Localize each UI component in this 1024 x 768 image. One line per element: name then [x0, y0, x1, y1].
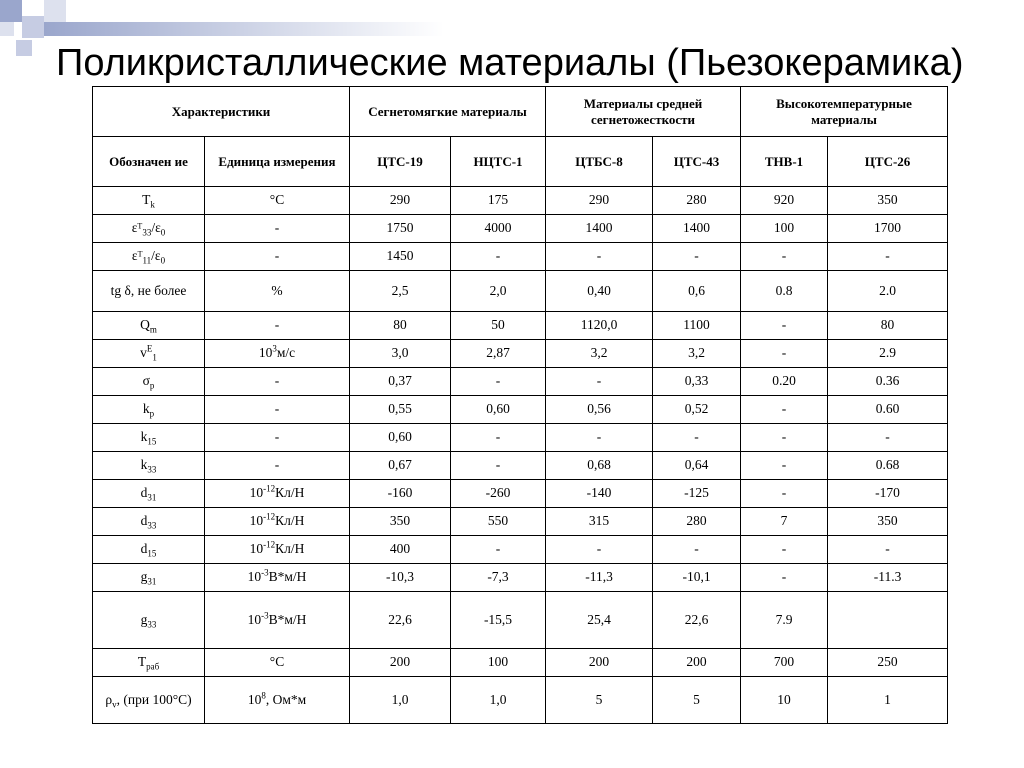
row-unit: -	[205, 452, 350, 480]
table-cell: 0.60	[828, 396, 948, 424]
table-cell: -11,3	[546, 564, 653, 592]
table-cell: 200	[546, 649, 653, 677]
top-gradient-bar	[44, 22, 444, 36]
table-cell: 100	[741, 215, 828, 243]
row-unit: °C	[205, 649, 350, 677]
row-symbol: $T_{раб}$	[93, 649, 205, 677]
row-unit: -	[205, 312, 350, 340]
header-material: ТНВ-1	[741, 137, 828, 187]
row-unit: $10^8$, Ом*м	[205, 677, 350, 724]
table-cell: 2.9	[828, 340, 948, 368]
table-cell: -	[546, 536, 653, 564]
row-unit: -	[205, 215, 350, 243]
table-cell: -	[741, 536, 828, 564]
table-cell: 0,52	[653, 396, 741, 424]
row-unit: -	[205, 396, 350, 424]
row-symbol: $g_{31}$	[93, 564, 205, 592]
table-cell: 1,0	[451, 677, 546, 724]
table-cell: -10,1	[653, 564, 741, 592]
table-cell: -	[451, 368, 546, 396]
table-cell: 200	[653, 649, 741, 677]
table-cell: 280	[653, 187, 741, 215]
header-material: ЦТС-43	[653, 137, 741, 187]
table-cell: -	[828, 424, 948, 452]
row-symbol: $\varepsilon ᵀ_{33}/\varepsilon_0$	[93, 215, 205, 243]
table-cell: 3,2	[546, 340, 653, 368]
table-cell: 1400	[546, 215, 653, 243]
table-cell: 0.68	[828, 452, 948, 480]
row-symbol: $d_{15}$	[93, 536, 205, 564]
table-cell: 200	[350, 649, 451, 677]
table-cell: 2,87	[451, 340, 546, 368]
table-row	[93, 340, 948, 368]
table-cell: 0.20	[741, 368, 828, 396]
group-medium: Материалы средней сегнетожесткости	[546, 87, 741, 137]
table-cell: 350	[350, 508, 451, 536]
table-row	[93, 592, 948, 649]
table-cell: 7.9	[741, 592, 828, 649]
row-unit: $10^{-12}Кл/Н$	[205, 480, 350, 508]
table-cell: 0,37	[350, 368, 451, 396]
corner-square-2	[22, 16, 44, 38]
corner-square-4	[16, 40, 32, 56]
row-symbol: $\sigma_p$	[93, 368, 205, 396]
row-symbol: $v^E_1$	[93, 340, 205, 368]
table-cell: 0,60	[350, 424, 451, 452]
row-unit: °C	[205, 187, 350, 215]
group-hightemp: Высокотемпературные материалы	[741, 87, 948, 137]
table-cell: 0.8	[741, 271, 828, 312]
table-cell: 175	[451, 187, 546, 215]
table-cell: 3,0	[350, 340, 451, 368]
table-cell: 350	[828, 187, 948, 215]
header-designation: Обозначен ие	[93, 137, 205, 187]
table-cell: 0,60	[451, 396, 546, 424]
table-cell: 1700	[828, 215, 948, 243]
table-cell: -	[451, 536, 546, 564]
table-cell: -170	[828, 480, 948, 508]
table-cell: 0,56	[546, 396, 653, 424]
row-unit: $10^{-12}Кл/Н$	[205, 508, 350, 536]
table-row	[93, 368, 948, 396]
corner-square-1	[0, 0, 22, 22]
table-cell: 280	[653, 508, 741, 536]
table-cell: -	[653, 424, 741, 452]
corner-square-3	[44, 0, 66, 22]
table-cell: 1,0	[350, 677, 451, 724]
table-cell: -125	[653, 480, 741, 508]
table-cell: 50	[451, 312, 546, 340]
row-symbol: $\rho_v$, (при 100°C)	[93, 677, 205, 724]
table-cell: 0,67	[350, 452, 451, 480]
table-cell: 4000	[451, 215, 546, 243]
table-cell: -	[741, 480, 828, 508]
table-cell: -	[653, 536, 741, 564]
table-cell: -260	[451, 480, 546, 508]
table-cell: -	[653, 243, 741, 271]
group-soft: Сегнетомягкие материалы	[350, 87, 546, 137]
table-cell: 250	[828, 649, 948, 677]
table-cell: -	[741, 564, 828, 592]
row-symbol: tg δ, не более	[93, 271, 205, 312]
table-cell: -10,3	[350, 564, 451, 592]
table-cell: 0,68	[546, 452, 653, 480]
table-row	[93, 424, 948, 452]
table-cell: -	[546, 424, 653, 452]
table-cell: 80	[828, 312, 948, 340]
header-material: ЦТБС-8	[546, 137, 653, 187]
header-material: ЦТС-26	[828, 137, 948, 187]
row-unit: -	[205, 424, 350, 452]
table-cell: -	[741, 243, 828, 271]
header-unit: Единица измерения	[205, 137, 350, 187]
table-cell: 5	[546, 677, 653, 724]
table-cell: -160	[350, 480, 451, 508]
row-unit: $10^3м/с$	[205, 340, 350, 368]
row-symbol: $k_{33}$	[93, 452, 205, 480]
row-symbol: $\varepsilon ᵀ_{11}/\varepsilon_0$	[93, 243, 205, 271]
row-symbol: $d_{33}$	[93, 508, 205, 536]
table-cell: -	[741, 396, 828, 424]
table-cell: 315	[546, 508, 653, 536]
table-cell: 2.0	[828, 271, 948, 312]
row-unit: %	[205, 271, 350, 312]
table-cell: 400	[350, 536, 451, 564]
table-cell: -	[546, 368, 653, 396]
table-cell: 550	[451, 508, 546, 536]
table-cell: 2,5	[350, 271, 451, 312]
page-title: Поликристаллические материалы (Пьезокерамика)	[56, 42, 964, 84]
table-row	[93, 452, 948, 480]
table-cell: 1100	[653, 312, 741, 340]
table-cell: -	[741, 424, 828, 452]
table-cell: 700	[741, 649, 828, 677]
table-cell: -	[451, 452, 546, 480]
table-cell: 22,6	[653, 592, 741, 649]
row-symbol: $k_p$	[93, 396, 205, 424]
table-cell: 5	[653, 677, 741, 724]
row-unit: $10^{-3}В*м/Н$	[205, 592, 350, 649]
table-cell: 10	[741, 677, 828, 724]
table-cell: -	[741, 312, 828, 340]
table-cell: -140	[546, 480, 653, 508]
table-row	[93, 480, 948, 508]
group-header-row	[93, 87, 948, 137]
row-symbol: $T_k$	[93, 187, 205, 215]
table-row	[93, 649, 948, 677]
table-cell: 1120,0	[546, 312, 653, 340]
row-unit: -	[205, 368, 350, 396]
piezoceramics-table	[92, 86, 948, 724]
table-cell: 1400	[653, 215, 741, 243]
table-cell: 80	[350, 312, 451, 340]
table-cell: 0,40	[546, 271, 653, 312]
table-row	[93, 508, 948, 536]
table-cell: -	[451, 424, 546, 452]
table-cell: 1450	[350, 243, 451, 271]
table-row	[93, 536, 948, 564]
table-cell: 0.36	[828, 368, 948, 396]
table-cell: 100	[451, 649, 546, 677]
table-cell: 920	[741, 187, 828, 215]
table-row	[93, 564, 948, 592]
table-cell: 350	[828, 508, 948, 536]
table-cell: -	[828, 243, 948, 271]
row-symbol: $k_{15}$	[93, 424, 205, 452]
row-unit: -	[205, 243, 350, 271]
table-cell: -15,5	[451, 592, 546, 649]
table-cell: -11.3	[828, 564, 948, 592]
table-row	[93, 677, 948, 724]
table-cell: 25,4	[546, 592, 653, 649]
table-row	[93, 187, 948, 215]
header-material: ЦТС-19	[350, 137, 451, 187]
table-cell: 7	[741, 508, 828, 536]
table-cell: 290	[350, 187, 451, 215]
table-cell: 0,64	[653, 452, 741, 480]
row-unit: $10^{-3}В*м/Н$	[205, 564, 350, 592]
row-symbol: $Q_m$	[93, 312, 205, 340]
column-header-row	[93, 137, 948, 187]
table-cell: 0,33	[653, 368, 741, 396]
table-cell: -	[546, 243, 653, 271]
table-cell: 3,2	[653, 340, 741, 368]
table-cell: 0,6	[653, 271, 741, 312]
header-material: НЦТС-1	[451, 137, 546, 187]
table-cell: 22,6	[350, 592, 451, 649]
corner-square-5	[0, 22, 14, 36]
table-cell: 2,0	[451, 271, 546, 312]
table-row	[93, 312, 948, 340]
row-unit: $10^{-12}Кл/Н$	[205, 536, 350, 564]
table-cell: 1	[828, 677, 948, 724]
table-row	[93, 271, 948, 312]
table-cell: -	[741, 340, 828, 368]
table-row	[93, 215, 948, 243]
table-cell	[828, 592, 948, 649]
table-cell: 290	[546, 187, 653, 215]
table-cell: 1750	[350, 215, 451, 243]
table-cell: -	[741, 452, 828, 480]
table-cell: -	[828, 536, 948, 564]
row-symbol: $d_{31}$	[93, 480, 205, 508]
table-row	[93, 396, 948, 424]
table-cell: -	[451, 243, 546, 271]
table-cell: 0,55	[350, 396, 451, 424]
row-symbol: $g_{33}$	[93, 592, 205, 649]
table-cell: -7,3	[451, 564, 546, 592]
group-characteristics: Характеристики	[93, 87, 350, 137]
table-row	[93, 243, 948, 271]
